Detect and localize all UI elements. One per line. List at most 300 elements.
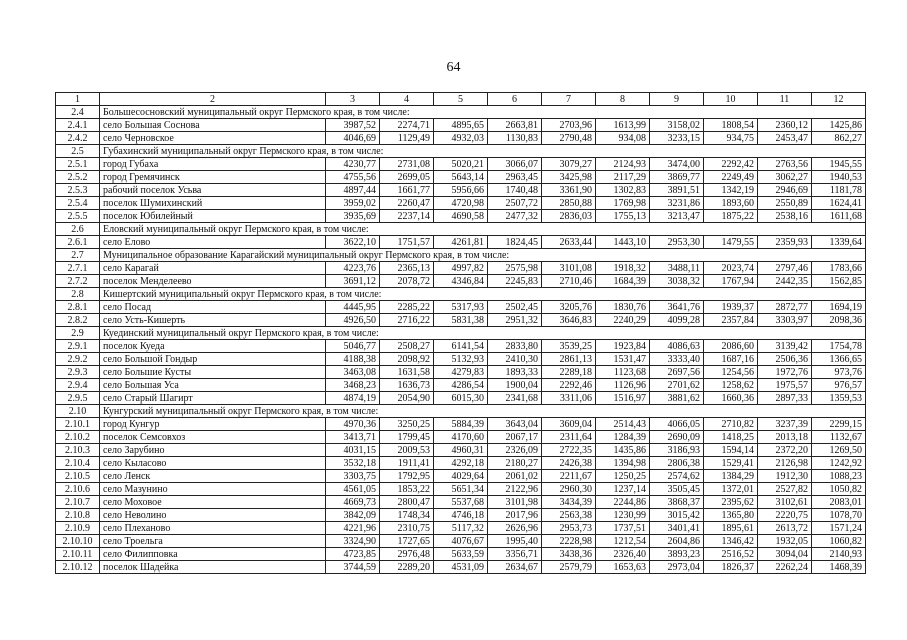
value-cell: 2634,67 — [488, 561, 542, 574]
value-cell: 1972,76 — [758, 366, 812, 379]
value-cell: 2960,30 — [542, 483, 596, 496]
value-cell: 1529,41 — [704, 457, 758, 470]
value-cell: 1435,86 — [596, 444, 650, 457]
value-cell: 1346,42 — [704, 535, 758, 548]
value-cell: 3869,77 — [650, 171, 704, 184]
value-cell: 2083,01 — [812, 496, 866, 509]
value-cell: 4531,09 — [434, 561, 488, 574]
value-cell: 4286,54 — [434, 379, 488, 392]
value-cell: 2806,38 — [650, 457, 704, 470]
value-cell: 2574,62 — [650, 470, 704, 483]
value-cell: 1594,14 — [704, 444, 758, 457]
value-cell: 2009,53 — [380, 444, 434, 457]
value-cell: 3303,97 — [758, 314, 812, 327]
value-cell: 2872,77 — [758, 301, 812, 314]
value-cell: 1468,39 — [812, 561, 866, 574]
value-cell: 2098,36 — [812, 314, 866, 327]
table-row — [56, 496, 866, 509]
value-cell: 2140,93 — [812, 548, 866, 561]
value-cell: 1366,65 — [812, 353, 866, 366]
table-row — [56, 301, 866, 314]
value-cell: 2716,22 — [380, 314, 434, 327]
value-cell: 1123,68 — [596, 366, 650, 379]
value-cell: 1918,32 — [596, 262, 650, 275]
group-index: 2.6 — [56, 223, 100, 236]
group-index: 2.5 — [56, 145, 100, 158]
value-cell: 2240,29 — [596, 314, 650, 327]
value-cell: 3842,09 — [326, 509, 380, 522]
value-cell: 1258,62 — [704, 379, 758, 392]
column-header: 5 — [434, 93, 488, 106]
group-row — [56, 288, 866, 301]
settlement-name: село Большая Уса — [100, 379, 326, 392]
value-cell: 2508,27 — [380, 340, 434, 353]
column-header: 8 — [596, 93, 650, 106]
value-cell: 1636,73 — [380, 379, 434, 392]
value-cell: 4046,69 — [326, 132, 380, 145]
value-cell: 2326,09 — [488, 444, 542, 457]
settlement-name: село Моховое — [100, 496, 326, 509]
value-cell: 3186,93 — [650, 444, 704, 457]
row-index: 2.9.3 — [56, 366, 100, 379]
value-cell: 2951,32 — [488, 314, 542, 327]
value-cell: 5651,34 — [434, 483, 488, 496]
row-index: 2.7.2 — [56, 275, 100, 288]
value-cell: 1479,55 — [704, 236, 758, 249]
row-index: 2.5.4 — [56, 197, 100, 210]
value-cell: 5020,21 — [434, 158, 488, 171]
value-cell: 1660,36 — [704, 392, 758, 405]
value-cell: 2575,98 — [488, 262, 542, 275]
value-cell: 3646,83 — [542, 314, 596, 327]
value-cell: 1250,25 — [596, 470, 650, 483]
value-cell: 1269,50 — [812, 444, 866, 457]
group-row — [56, 223, 866, 236]
value-cell: 3066,07 — [488, 158, 542, 171]
value-cell: 2963,45 — [488, 171, 542, 184]
row-index: 2.8.2 — [56, 314, 100, 327]
value-cell: 3438,36 — [542, 548, 596, 561]
value-cell: 1088,23 — [812, 470, 866, 483]
table-row — [56, 366, 866, 379]
table-header-row — [56, 93, 866, 106]
value-cell: 2563,38 — [542, 509, 596, 522]
value-cell: 2836,03 — [542, 210, 596, 223]
value-cell: 1653,63 — [596, 561, 650, 574]
value-cell: 2763,56 — [758, 158, 812, 171]
value-cell: 3102,61 — [758, 496, 812, 509]
value-cell: 1613,99 — [596, 119, 650, 132]
value-cell: 2633,44 — [542, 236, 596, 249]
value-cell: 3101,98 — [488, 496, 542, 509]
value-cell: 1571,24 — [812, 522, 866, 535]
value-cell: 3233,15 — [650, 132, 704, 145]
value-cell: 1132,67 — [812, 431, 866, 444]
value-cell: 2663,81 — [488, 119, 542, 132]
value-cell: 1359,53 — [812, 392, 866, 405]
settlement-name: рабочий поселок Усьва — [100, 184, 326, 197]
row-index: 2.9.2 — [56, 353, 100, 366]
row-index: 2.4.1 — [56, 119, 100, 132]
value-cell: 5884,39 — [434, 418, 488, 431]
value-cell: 4997,82 — [434, 262, 488, 275]
group-row — [56, 249, 866, 262]
value-cell: 1748,34 — [380, 509, 434, 522]
value-cell: 2244,86 — [596, 496, 650, 509]
value-cell: 1230,99 — [596, 509, 650, 522]
value-cell: 1661,77 — [380, 184, 434, 197]
value-cell: 2797,46 — [758, 262, 812, 275]
settlement-name: поселок Куеда — [100, 340, 326, 353]
value-cell: 4188,38 — [326, 353, 380, 366]
table-row — [56, 314, 866, 327]
row-index: 2.5.2 — [56, 171, 100, 184]
tariff-table — [55, 92, 866, 574]
group-row — [56, 405, 866, 418]
value-cell: 2538,16 — [758, 210, 812, 223]
value-cell: 2289,18 — [542, 366, 596, 379]
value-cell: 2850,88 — [542, 197, 596, 210]
value-cell: 2701,62 — [650, 379, 704, 392]
value-cell: 3356,71 — [488, 548, 542, 561]
settlement-name: село Зарубино — [100, 444, 326, 457]
row-index: 2.10.3 — [56, 444, 100, 457]
settlement-name: село Карагай — [100, 262, 326, 275]
value-cell: 3463,08 — [326, 366, 380, 379]
value-cell: 1394,98 — [596, 457, 650, 470]
value-cell: 4086,63 — [650, 340, 704, 353]
value-cell: 2220,75 — [758, 509, 812, 522]
value-cell: 4099,28 — [650, 314, 704, 327]
value-cell: 5317,93 — [434, 301, 488, 314]
value-cell: 1995,40 — [488, 535, 542, 548]
value-cell: 3609,04 — [542, 418, 596, 431]
group-index: 2.10 — [56, 405, 100, 418]
value-cell: 2357,84 — [704, 314, 758, 327]
value-cell: 4346,84 — [434, 275, 488, 288]
table-row — [56, 535, 866, 548]
value-cell: 3139,42 — [758, 340, 812, 353]
row-index: 2.10.5 — [56, 470, 100, 483]
value-cell: 2341,68 — [488, 392, 542, 405]
value-cell: 3231,86 — [650, 197, 704, 210]
value-cell: 2395,62 — [704, 496, 758, 509]
value-cell: 2800,47 — [380, 496, 434, 509]
value-cell: 1562,85 — [812, 275, 866, 288]
value-cell: 1808,54 — [704, 119, 758, 132]
value-cell: 1893,60 — [704, 197, 758, 210]
value-cell: 4445,95 — [326, 301, 380, 314]
value-cell: 5046,77 — [326, 340, 380, 353]
settlement-name: село Кыласово — [100, 457, 326, 470]
table-row — [56, 509, 866, 522]
value-cell: 2579,79 — [542, 561, 596, 574]
settlement-name: село Неволино — [100, 509, 326, 522]
value-cell: 1050,82 — [812, 483, 866, 496]
row-index: 2.10.7 — [56, 496, 100, 509]
value-cell: 4723,85 — [326, 548, 380, 561]
value-cell: 1792,95 — [380, 470, 434, 483]
value-cell: 1342,19 — [704, 184, 758, 197]
value-cell: 1727,65 — [380, 535, 434, 548]
value-cell: 2098,92 — [380, 353, 434, 366]
value-cell: 2833,80 — [488, 340, 542, 353]
value-cell: 1516,97 — [596, 392, 650, 405]
column-header: 3 — [326, 93, 380, 106]
value-cell: 2953,73 — [542, 522, 596, 535]
table-row — [56, 184, 866, 197]
settlement-name: поселок Шадейка — [100, 561, 326, 574]
value-cell: 2061,02 — [488, 470, 542, 483]
value-cell: 3213,47 — [650, 210, 704, 223]
value-cell: 3474,00 — [650, 158, 704, 171]
value-cell: 1945,55 — [812, 158, 866, 171]
value-cell: 4261,81 — [434, 236, 488, 249]
table-row — [56, 470, 866, 483]
group-title: Куединский муниципальный округ Пермского края, в том числе: — [100, 327, 866, 340]
value-cell: 1755,13 — [596, 210, 650, 223]
value-cell: 1531,47 — [596, 353, 650, 366]
value-cell: 5831,38 — [434, 314, 488, 327]
value-cell: 4066,05 — [650, 418, 704, 431]
value-cell: 5132,93 — [434, 353, 488, 366]
column-header: 7 — [542, 93, 596, 106]
value-cell: 2626,96 — [488, 522, 542, 535]
value-cell: 1737,51 — [596, 522, 650, 535]
value-cell: 2359,93 — [758, 236, 812, 249]
value-cell: 2023,74 — [704, 262, 758, 275]
value-cell: 1684,39 — [596, 275, 650, 288]
value-cell: 3333,40 — [650, 353, 704, 366]
row-index: 2.9.1 — [56, 340, 100, 353]
value-cell: 2311,64 — [542, 431, 596, 444]
value-cell: 2180,27 — [488, 457, 542, 470]
value-cell: 4221,96 — [326, 522, 380, 535]
value-cell: 3205,76 — [542, 301, 596, 314]
value-cell: 1302,83 — [596, 184, 650, 197]
table-row — [56, 197, 866, 210]
value-cell: 1339,64 — [812, 236, 866, 249]
value-cell: 2260,47 — [380, 197, 434, 210]
value-cell: 2442,35 — [758, 275, 812, 288]
value-cell: 3425,98 — [542, 171, 596, 184]
value-cell: 3311,06 — [542, 392, 596, 405]
value-cell: 3893,23 — [650, 548, 704, 561]
column-header: 12 — [812, 93, 866, 106]
value-cell: 4755,56 — [326, 171, 380, 184]
value-cell: 6141,54 — [434, 340, 488, 353]
value-cell: 2731,08 — [380, 158, 434, 171]
value-cell: 5643,14 — [434, 171, 488, 184]
value-cell: 2790,48 — [542, 132, 596, 145]
table-row — [56, 483, 866, 496]
value-cell: 4720,98 — [434, 197, 488, 210]
value-cell: 1975,57 — [758, 379, 812, 392]
value-cell: 2426,38 — [542, 457, 596, 470]
settlement-name: село Елово — [100, 236, 326, 249]
table-row — [56, 561, 866, 574]
value-cell: 1611,68 — [812, 210, 866, 223]
value-cell: 3881,62 — [650, 392, 704, 405]
value-cell: 2310,75 — [380, 522, 434, 535]
table-row — [56, 119, 866, 132]
row-index: 2.5.3 — [56, 184, 100, 197]
value-cell: 1254,56 — [704, 366, 758, 379]
value-cell: 2289,20 — [380, 561, 434, 574]
value-cell: 4292,18 — [434, 457, 488, 470]
settlement-name: село Посад — [100, 301, 326, 314]
value-cell: 2410,30 — [488, 353, 542, 366]
table-row — [56, 340, 866, 353]
value-cell: 4926,50 — [326, 314, 380, 327]
value-cell: 1939,37 — [704, 301, 758, 314]
value-cell: 1212,54 — [596, 535, 650, 548]
value-cell: 2237,14 — [380, 210, 434, 223]
table-row — [56, 418, 866, 431]
value-cell: 1751,57 — [380, 236, 434, 249]
value-cell: 1754,78 — [812, 340, 866, 353]
value-cell: 3505,45 — [650, 483, 704, 496]
settlement-name: село Большие Кусты — [100, 366, 326, 379]
group-row — [56, 145, 866, 158]
value-cell: 2502,45 — [488, 301, 542, 314]
value-cell: 4029,64 — [434, 470, 488, 483]
value-cell: 3062,27 — [758, 171, 812, 184]
group-index: 2.7 — [56, 249, 100, 262]
value-cell: 3488,11 — [650, 262, 704, 275]
value-cell: 2365,13 — [380, 262, 434, 275]
value-cell: 3935,69 — [326, 210, 380, 223]
value-cell: 4031,15 — [326, 444, 380, 457]
settlement-name: поселок Шумихинский — [100, 197, 326, 210]
row-index: 2.10.6 — [56, 483, 100, 496]
value-cell: 2360,12 — [758, 119, 812, 132]
value-cell: 1769,98 — [596, 197, 650, 210]
value-cell: 3038,32 — [650, 275, 704, 288]
settlement-name: село Старый Шагирт — [100, 392, 326, 405]
settlement-name: село Троельга — [100, 535, 326, 548]
value-cell: 4895,65 — [434, 119, 488, 132]
value-cell: 4960,31 — [434, 444, 488, 457]
value-cell: 2274,71 — [380, 119, 434, 132]
value-cell: 3158,02 — [650, 119, 704, 132]
value-cell: 4223,76 — [326, 262, 380, 275]
value-cell: 1875,22 — [704, 210, 758, 223]
value-cell: 2117,29 — [596, 171, 650, 184]
row-index: 2.10.4 — [56, 457, 100, 470]
row-index: 2.10.10 — [56, 535, 100, 548]
value-cell: 2013,18 — [758, 431, 812, 444]
value-cell: 2326,40 — [596, 548, 650, 561]
value-cell: 3744,59 — [326, 561, 380, 574]
settlement-name: село Черновское — [100, 132, 326, 145]
value-cell: 1130,83 — [488, 132, 542, 145]
row-index: 2.5.1 — [56, 158, 100, 171]
row-index: 2.9.5 — [56, 392, 100, 405]
value-cell: 2299,15 — [812, 418, 866, 431]
value-cell: 3101,08 — [542, 262, 596, 275]
row-index: 2.7.1 — [56, 262, 100, 275]
settlement-name: город Губаха — [100, 158, 326, 171]
value-cell: 4874,19 — [326, 392, 380, 405]
group-title: Губахинский муниципальный округ Пермского края, в том числе: — [100, 145, 866, 158]
value-cell: 1767,94 — [704, 275, 758, 288]
value-cell: 3250,25 — [380, 418, 434, 431]
value-cell: 1372,01 — [704, 483, 758, 496]
value-cell: 934,08 — [596, 132, 650, 145]
value-cell: 4279,83 — [434, 366, 488, 379]
value-cell: 3237,39 — [758, 418, 812, 431]
value-cell: 1893,33 — [488, 366, 542, 379]
value-cell: 3959,02 — [326, 197, 380, 210]
value-cell: 2550,89 — [758, 197, 812, 210]
value-cell: 2973,04 — [650, 561, 704, 574]
row-index: 2.10.9 — [56, 522, 100, 535]
row-index: 2.10.1 — [56, 418, 100, 431]
value-cell: 2710,46 — [542, 275, 596, 288]
value-cell: 4170,60 — [434, 431, 488, 444]
table-row — [56, 379, 866, 392]
column-header: 1 — [56, 93, 100, 106]
value-cell: 2067,17 — [488, 431, 542, 444]
value-cell: 2228,98 — [542, 535, 596, 548]
value-cell: 1284,39 — [596, 431, 650, 444]
settlement-name: село Ленск — [100, 470, 326, 483]
group-row — [56, 106, 866, 119]
value-cell: 2285,22 — [380, 301, 434, 314]
value-cell: 6015,30 — [434, 392, 488, 405]
value-cell: 934,75 — [704, 132, 758, 145]
value-cell: 1126,96 — [596, 379, 650, 392]
value-cell: 3539,25 — [542, 340, 596, 353]
value-cell: 3987,52 — [326, 119, 380, 132]
value-cell: 2699,05 — [380, 171, 434, 184]
value-cell: 3868,37 — [650, 496, 704, 509]
value-cell: 2527,82 — [758, 483, 812, 496]
value-cell: 4230,77 — [326, 158, 380, 171]
value-cell: 3079,27 — [542, 158, 596, 171]
value-cell: 3094,04 — [758, 548, 812, 561]
value-cell: 1687,16 — [704, 353, 758, 366]
page-number: 64 — [446, 60, 461, 75]
table-row — [56, 158, 866, 171]
value-cell: 4076,67 — [434, 535, 488, 548]
table-row — [56, 275, 866, 288]
value-cell: 1242,92 — [812, 457, 866, 470]
column-header: 2 — [100, 93, 326, 106]
value-cell: 1830,76 — [596, 301, 650, 314]
value-cell: 2054,90 — [380, 392, 434, 405]
value-cell: 3622,10 — [326, 236, 380, 249]
value-cell: 2262,24 — [758, 561, 812, 574]
table-row — [56, 132, 866, 145]
value-cell: 1443,10 — [596, 236, 650, 249]
value-cell: 2477,32 — [488, 210, 542, 223]
value-cell: 1940,53 — [812, 171, 866, 184]
group-index: 2.9 — [56, 327, 100, 340]
row-index: 2.10.12 — [56, 561, 100, 574]
value-cell: 1911,41 — [380, 457, 434, 470]
value-cell: 1060,82 — [812, 535, 866, 548]
value-cell: 2372,20 — [758, 444, 812, 457]
value-cell: 4970,36 — [326, 418, 380, 431]
value-cell: 2897,33 — [758, 392, 812, 405]
value-cell: 1129,49 — [380, 132, 434, 145]
value-cell: 1740,48 — [488, 184, 542, 197]
group-row — [56, 327, 866, 340]
value-cell: 5537,68 — [434, 496, 488, 509]
settlement-name: поселок Семсовхоз — [100, 431, 326, 444]
